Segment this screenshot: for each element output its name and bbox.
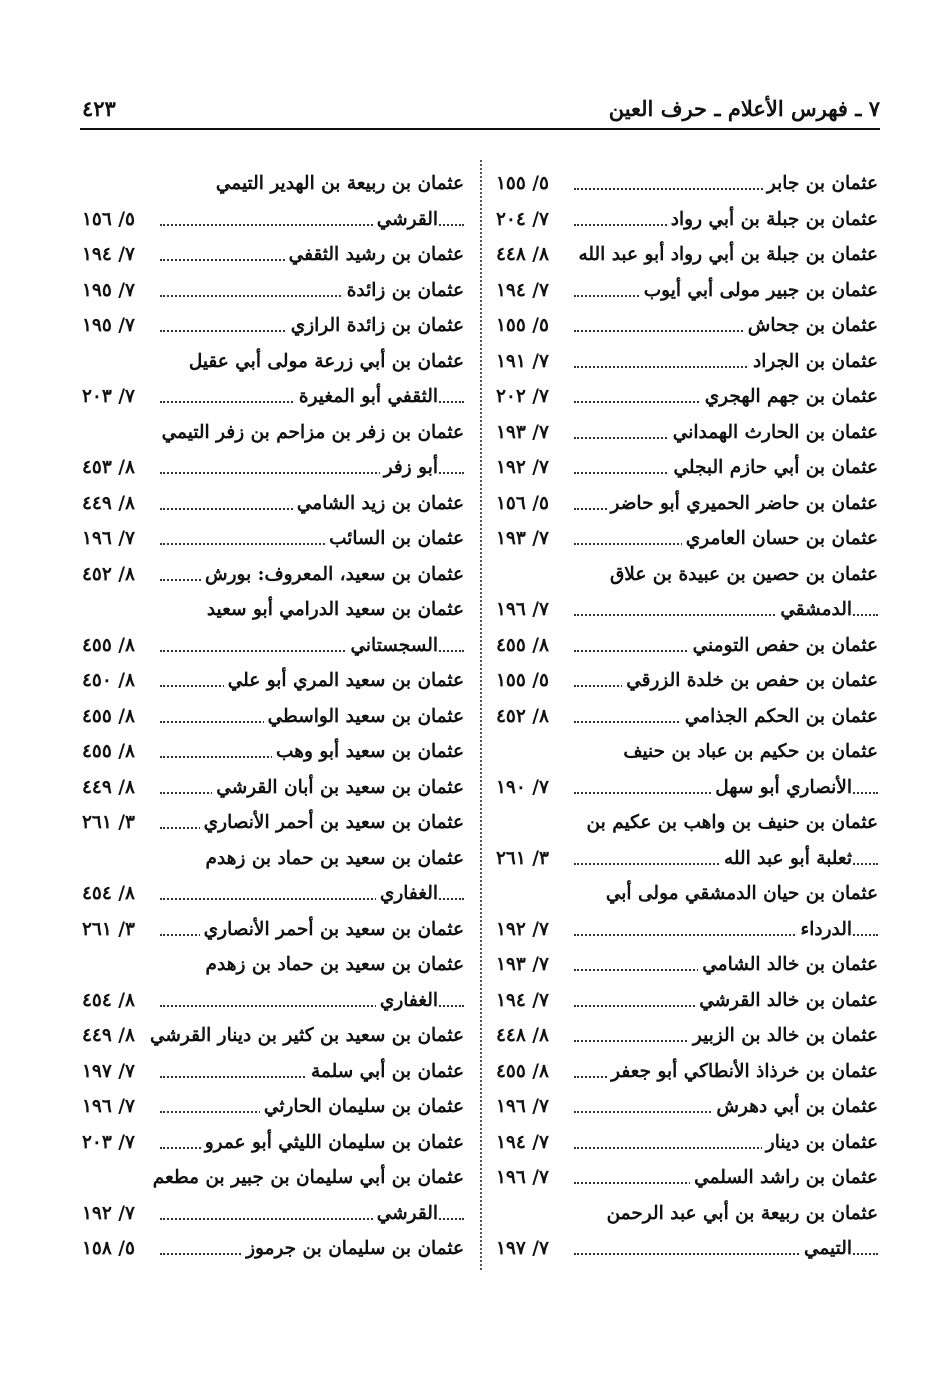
index-entry <box>496 805 878 841</box>
entry-name: عثمان بن سعيد الدرامي أبو سعيد <box>203 592 464 628</box>
header-rule <box>80 128 880 130</box>
entry-reference: ٣/ ٢٦١ <box>82 918 135 940</box>
entry-name: عثمان بن زائدة الرازي <box>287 308 464 344</box>
entry-reference: ٧/ ٢٠٢ <box>496 386 549 407</box>
entry-reference: ٧/ ١٩٢ <box>496 918 549 940</box>
entry-reference: ٨/ ٤٤٩ <box>82 492 135 514</box>
entry-reference: ٨/ ٤٥٤ <box>82 883 135 904</box>
entry-name: عثمان بن الحكم الجذامي <box>681 699 878 735</box>
entry-reference: ٨/ ٤٥٢ <box>82 563 135 585</box>
entry-reference: ٧/ ٢٠٤ <box>496 208 549 230</box>
index-entry <box>82 557 464 593</box>
index-entry <box>496 237 878 273</box>
entry-reference: ٨/ ٤٥٠ <box>82 670 135 691</box>
entry-name: عثمان بن حفص بن خلدة الزرقي <box>622 663 878 699</box>
entry-name: عثمان بن زفر بن مزاحم بن زفر التيمي <box>158 415 464 451</box>
entry-reference: ٧/ ١٩٣ <box>496 954 549 975</box>
entry-name: عثمان بن سعيد بن أحمر الأنصاري <box>200 912 464 948</box>
index-entry <box>82 202 464 238</box>
entry-name: عثمان بن جبلة بن أبي رواد أبو عبد الله <box>574 237 878 273</box>
index-entry <box>496 734 878 770</box>
entry-name: عثمان بن سعيد بن حماد بن زهدم <box>202 841 464 877</box>
index-entry <box>496 486 878 522</box>
entry-reference: ٥/ ١٥٥ <box>496 173 549 194</box>
entry-name: عثمان بن حفص التومني <box>689 628 878 664</box>
entry-reference: ٨/ ٤٤٨ <box>496 244 549 265</box>
entry-name: عثمان بن أبي زرعة مولى أبي عقيل <box>185 344 464 380</box>
index-entry <box>496 592 878 628</box>
entry-reference: ٨/ ٤٥٢ <box>496 705 549 727</box>
entry-reference: ٧/ ١٩٢ <box>82 1202 135 1224</box>
entry-reference: ٧/ ١٩٣ <box>496 528 549 549</box>
index-entry <box>496 876 878 912</box>
entry-reference: ٨/ ٤٥٥ <box>496 634 549 656</box>
entry-reference: ٨/ ٤٤٩ <box>82 776 135 798</box>
index-entry <box>82 273 464 309</box>
entry-name: عثمان بن زيد الشامي <box>293 486 464 522</box>
entry-reference: ٧/ ٢٠٣ <box>82 1131 135 1153</box>
entry-name: الأنصاري أبو سهل <box>711 770 852 806</box>
entry-reference: ٧/ ١٩٤ <box>496 279 549 301</box>
index-entry <box>82 1160 464 1196</box>
index-entry <box>82 344 464 380</box>
entry-reference: ٨/ ٤٤٩ <box>82 1025 135 1046</box>
index-entry <box>82 450 464 486</box>
entry-name: عثمان بن دينار <box>762 1125 878 1161</box>
index-entry <box>496 1196 878 1232</box>
entry-reference: ٧/ ١٩٤ <box>82 244 135 265</box>
index-entry <box>496 1054 878 1090</box>
entry-reference: ٧/ ١٩٦ <box>82 528 135 549</box>
entry-name: الدرداء <box>797 912 853 948</box>
entry-name: عثمان بن الحارث الهمداني <box>669 415 878 451</box>
entry-name: عثمان بن الجراد <box>749 344 878 380</box>
entry-name: عثمان بن خالد الشامي <box>698 947 878 983</box>
entry-reference: ٨/ ٤٤٨ <box>496 1025 549 1046</box>
index-entry <box>82 876 464 912</box>
entry-name: التيمي <box>800 1231 852 1267</box>
index-entry <box>496 912 878 948</box>
entry-name: عثمان بن جبير مولى أبي أيوب <box>640 273 878 309</box>
entry-reference: ٨/ ٤٥٣ <box>82 457 135 478</box>
entry-reference: ٥/ ١٥٥ <box>496 315 549 336</box>
index-entry <box>82 1125 464 1161</box>
entry-name: عثمان بن حيان الدمشقي مولى أبي <box>602 876 878 912</box>
entry-name: عثمان بن سعيد بن كثير بن دينار القرشي <box>146 1018 464 1054</box>
entry-name: عثمان بن سليمان الحارثي <box>260 1089 464 1125</box>
entry-reference: ٣/ ٢٦١ <box>82 812 135 833</box>
entry-name: عثمان بن حنيف بن واهب بن عكيم بن <box>583 805 878 841</box>
index-entry <box>82 486 464 522</box>
entry-name: الدمشقي <box>776 592 852 628</box>
entry-name: عثمان بن أبي سلمة <box>307 1054 464 1090</box>
index-entry <box>496 202 878 238</box>
entry-reference: ٧/ ١٩٤ <box>496 1131 549 1153</box>
right-column <box>496 166 878 1267</box>
index-entry <box>82 379 464 415</box>
entry-reference: ٨/ ٤٥٥ <box>82 634 135 656</box>
entry-reference: ٧/ ١٩٧ <box>82 1060 135 1082</box>
entry-name: عثمان بن حكيم بن عباد بن حنيف <box>619 734 878 770</box>
entry-reference: ٧/ ١٩٧ <box>496 1238 549 1259</box>
entry-name: عثمان بن أبي سليمان بن جبير بن مطعم <box>149 1160 464 1196</box>
entry-reference: ٣/ ٢٦١ <box>496 847 549 869</box>
page-number: ٤٢٣ <box>82 96 116 121</box>
entry-reference: ٧/ ١٩٦ <box>496 1167 549 1188</box>
entry-name: عثمان بن جابر <box>763 166 878 202</box>
entry-reference: ٥/ ١٥٦ <box>82 208 135 230</box>
entry-reference: ٨/ ٤٥٥ <box>82 705 135 727</box>
entry-reference: ٨/ ٤٥٤ <box>82 989 135 1011</box>
entry-reference: ٧/ ٢٠٣ <box>82 386 135 407</box>
index-entry <box>82 628 464 664</box>
entry-name: عثمان بن ربيعة بن الهدير التيمي <box>212 166 464 202</box>
entry-name: عثمان بن سليمان بن جرموز <box>242 1231 464 1267</box>
entry-reference: ٧/ ١٩٤ <box>496 989 549 1011</box>
entry-name: عثمان بن جبلة بن أبي رواد <box>667 202 878 238</box>
index-entry <box>82 947 464 983</box>
page-title: ٧ ـ فهرس الأعلام ـ حرف العين <box>608 96 880 121</box>
entry-name: القرشي <box>373 1196 438 1232</box>
index-entry <box>496 1231 878 1267</box>
entry-reference: ٧/ ١٩٦ <box>496 1096 549 1117</box>
entry-name: عثمان بن سعيد بن حماد بن زهدم <box>202 947 464 983</box>
index-entry <box>496 663 878 699</box>
entry-name: الغفاري <box>376 876 438 912</box>
entry-reference: ٧/ ١٩٣ <box>496 421 549 443</box>
entry-name: ثعلبة أبو عبد الله <box>720 841 852 877</box>
entry-name: عثمان بن سعيد أبو وهب <box>272 734 464 770</box>
entry-reference: ٧/ ١٩٦ <box>496 599 549 620</box>
entry-name: عثمان بن سعيد، المعروف: بورش <box>201 557 464 593</box>
entry-name: السجستاني <box>346 628 438 664</box>
entry-name: أبو زفر <box>380 450 438 486</box>
index-entry <box>82 237 464 273</box>
index-entry <box>496 308 878 344</box>
entry-name: عثمان بن سعيد المري أبو علي <box>224 663 464 699</box>
entry-name: عثمان بن حسان العامري <box>682 521 878 557</box>
entry-name: عثمان بن راشد السلمي <box>690 1160 878 1196</box>
index-entry <box>496 379 878 415</box>
entry-reference: ٥/ ١٥٦ <box>496 492 549 514</box>
index-entry <box>496 450 878 486</box>
entry-reference: ٧/ ١٩٠ <box>496 776 549 798</box>
index-entry <box>82 1231 464 1267</box>
entry-name: عثمان بن سعيد الواسطي <box>264 699 464 735</box>
index-entry <box>496 1125 878 1161</box>
entry-name: عثمان بن سعيد بن أحمر الأنصاري <box>200 805 464 841</box>
left-column <box>82 166 464 1267</box>
entry-name: الغفاري <box>376 983 438 1019</box>
entry-name: عثمان بن جهم الهجري <box>701 379 878 415</box>
index-entry <box>82 841 464 877</box>
index-entry <box>82 983 464 1019</box>
entry-name: عثمان بن زائدة <box>343 273 464 309</box>
entry-name: عثمان بن حصين بن عبيدة بن علاق <box>606 557 878 593</box>
entry-name: عثمان بن حاضر الحميري أبو حاضر <box>607 486 878 522</box>
index-entry <box>496 983 878 1019</box>
entry-name: عثمان بن أبي حازم البجلي <box>669 450 878 486</box>
entry-reference: ٧/ ١٩٦ <box>82 1096 135 1117</box>
index-entry <box>82 1018 464 1054</box>
index-entry <box>82 166 464 202</box>
index-entry <box>496 344 878 380</box>
entry-reference: ٥/ ١٥٥ <box>496 670 549 691</box>
index-entry <box>82 734 464 770</box>
index-entry <box>496 1089 878 1125</box>
index-entry <box>82 663 464 699</box>
entry-reference: ٧/ ١٩٥ <box>82 279 135 301</box>
index-entry <box>82 1196 464 1232</box>
index-entry <box>496 521 878 557</box>
index-entry <box>82 912 464 948</box>
index-entry <box>496 947 878 983</box>
column-divider <box>480 160 482 1270</box>
index-entry <box>82 521 464 557</box>
index-entry <box>496 628 878 664</box>
index-entry <box>82 770 464 806</box>
index-entry <box>496 557 878 593</box>
entry-name: عثمان بن أبي دهرش <box>712 1089 878 1125</box>
entry-name: عثمان بن سعيد بن أبان القرشي <box>212 770 464 806</box>
index-entry <box>82 1054 464 1090</box>
index-entry <box>496 770 878 806</box>
index-entry <box>82 415 464 451</box>
entry-name: عثمان بن السائب <box>325 521 464 557</box>
entry-reference: ٥/ ١٥٨ <box>82 1238 135 1259</box>
entry-reference: ٨/ ٤٥٥ <box>496 1060 549 1082</box>
index-entry <box>496 166 878 202</box>
index-entry <box>496 1160 878 1196</box>
index-entry <box>82 805 464 841</box>
entry-name: عثمان بن خالد بن الزبير <box>689 1018 878 1054</box>
entry-name: عثمان بن سليمان الليثي أبو عمرو <box>201 1125 464 1161</box>
index-entry <box>496 415 878 451</box>
entry-reference: ٧/ ١٩١ <box>496 350 549 372</box>
entry-name: عثمان بن خرذاذ الأنطاكي أبو جعفر <box>607 1054 878 1090</box>
entry-name: عثمان بن ربيعة بن أبي عبد الرحمن <box>603 1196 878 1232</box>
entry-name: الثقفي أبو المغيرة <box>295 379 438 415</box>
entry-name: عثمان بن رشيد الثقفي <box>285 237 464 273</box>
index-entry <box>496 1018 878 1054</box>
entry-reference: ٨/ ٤٥٥ <box>82 741 135 762</box>
entry-name: القرشي <box>373 202 438 238</box>
entry-reference: ٧/ ١٩٢ <box>496 457 549 478</box>
entry-name: عثمان بن خالد القرشي <box>695 983 878 1019</box>
index-entry <box>496 841 878 877</box>
index-entry <box>82 699 464 735</box>
page-header <box>80 92 880 128</box>
entry-name: عثمان بن جحاش <box>744 308 878 344</box>
entry-reference: ٧/ ١٩٥ <box>82 315 135 336</box>
index-entry <box>496 273 878 309</box>
index-entry <box>496 699 878 735</box>
index-entry <box>82 308 464 344</box>
index-entry <box>82 1089 464 1125</box>
index-entry <box>82 592 464 628</box>
